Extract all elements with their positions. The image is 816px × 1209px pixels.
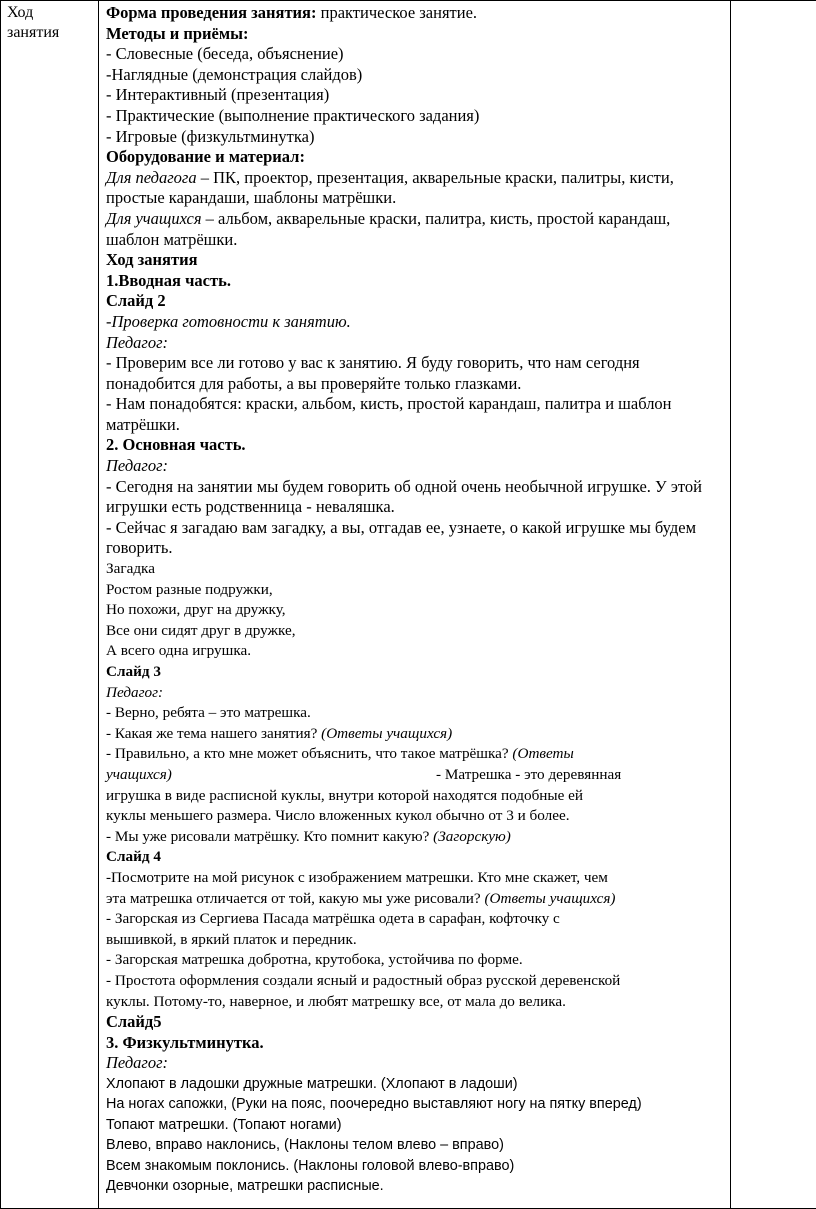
slide3-text: - Матрешка - это деревянная [436,765,621,786]
teacher-label: Педагог: [106,1053,726,1074]
phys-line: Всем знакомым поклонись. (Наклоны головой влево-вправо) [106,1156,726,1177]
answer-note: учащихся) [106,765,436,786]
slide4-line [106,889,726,910]
student-equipment [106,209,726,250]
phys-line: Хлопают в ладошки дружные матрешки. (Хлопают в ладоши) [106,1074,726,1095]
check-readiness: -Проверка готовности к занятию. [106,312,726,333]
methods-heading: Методы и приёмы: [106,24,726,45]
riddle-line: Все они сидят друг в дружке, [106,621,726,642]
form-value: практическое занятие. [316,3,477,22]
teacher-label: Педагог: [106,456,726,477]
student-equipment-label: Для учащихся [106,209,202,228]
phys-line: Топают матрешки. (Топают ногами) [106,1115,726,1136]
paragraph: - Сейчас я загадаю вам загадку, а вы, отгадав ее, узнаете, о какой игрушке мы будем говорить. [106,518,726,559]
paragraph: - Нам понадобятся: краски, альбом, кисть, простой карандаш, палитра и шаблон матрёшки. [106,394,726,435]
answer-note: (Загорскую) [433,828,511,845]
method-item: - Словесные (беседа, объяснение) [106,44,726,65]
form-line [106,3,726,24]
teacher-label: Педагог: [106,683,726,704]
slide-heading: Слайд 2 [106,291,726,312]
answer-note: (Ответы учащихся) [484,890,615,907]
phys-heading: 3. Физкультминутка. [106,1033,726,1054]
slide4-line: - Загорская из Сергиева Пасада матрёшка одета в сарафан, кофточку с [106,909,726,930]
main-heading: 2. Основная часть. [106,435,726,456]
section-label-cell [1,1,99,1209]
teacher-label: Педагог: [106,333,726,354]
slide4-line: вышивкой, в яркий платок и передник. [106,930,726,951]
slide3-text: - Какая же тема нашего занятия? [106,725,321,742]
riddle-line: Ростом разные подружки, [106,580,726,601]
slide4-line: - Простота оформления создали ясный и радостный образ русской деревенской [106,971,726,992]
paragraph: - Сегодня на занятии мы будем говорить об одной очень необычной игрушке. У этой игрушки есть родственница - неваляшка. [106,477,726,518]
slide4-text: эта матрешка отличается от той, какую мы уже рисовали? [106,890,484,907]
slide3-line [106,744,726,765]
method-item: - Игровые (физкультминутка) [106,127,726,148]
teacher-equipment-text: – ПК, проектор, презентация, акварельные краски, палитры, кисти, простые карандаши, шаблоны матрёшки. [106,168,674,208]
table-row [1,1,816,1209]
slide3-text: - Правильно, а кто мне может объяснить, что такое матрёшка? [106,745,512,762]
notes-cell [731,1,816,1209]
riddle-line: Но похожи, друг на дружку, [106,600,726,621]
method-item: -Наглядные (демонстрация слайдов) [106,65,726,86]
slide3-line [106,724,726,745]
answer-note: (Ответы учащихся) [321,725,452,742]
slide3-line: - Верно, ребята – это матрешка. [106,703,726,724]
phys-line: Девчонки озорные, матрешки расписные. [106,1176,726,1197]
teacher-equipment [106,168,726,209]
slide3-line: игрушка в виде расписной куклы, внутри которой находятся подобные ей [106,786,726,807]
slide-heading: Слайд 4 [106,847,726,868]
phys-line: На ногах сапожки, (Руки на пояс, поочередно выставляют ногу на пятку вперед) [106,1094,726,1115]
slide3-line [106,765,726,786]
riddle-line: А всего одна игрушка. [106,641,726,662]
slide3-line [106,827,726,848]
slide4-line: -Посмотрите на мой рисунок с изображением матрешки. Кто мне скажет, чем [106,868,726,889]
riddle-label: Загадка [106,559,726,580]
slide-heading: Слайд5 [106,1012,726,1033]
content-cell [99,1,731,1209]
student-equipment-text: – альбом, акварельные краски, палитра, кисть, простой карандаш, шаблон матрёшки. [106,209,670,249]
slide4-line: куклы. Потому-то, наверное, и любят матрешку все, от мала до велика. [106,992,726,1013]
paragraph: - Проверим все ли готово у вас к занятию. Я буду говорить, что нам сегодня понадобится для работы, а вы проверяйте только глазками. [106,353,726,394]
teacher-equipment-label: Для педагога [106,168,197,187]
equipment-heading: Оборудование и материал: [106,147,726,168]
form-label: Форма проведения занятия: [106,3,316,22]
phys-line: Влево, вправо наклонись, (Наклоны телом влево – вправо) [106,1135,726,1156]
answer-note: (Ответы [512,745,573,762]
method-item: - Интерактивный (презентация) [106,85,726,106]
slide3-text: - Мы уже рисовали матрёшку. Кто помнит какую? [106,828,433,845]
intro-heading: 1.Вводная часть. [106,271,726,292]
slide-heading: Слайд 3 [106,662,726,683]
section-label: Ход занятия [7,3,77,43]
slide3-line: куклы меньшего размера. Число вложенных кукол обычно от 3 и более. [106,806,726,827]
lesson-heading: Ход занятия [106,250,726,271]
slide4-line: - Загорская матрешка добротна, крутобока, устойчива по форме. [106,950,726,971]
method-item: - Практические (выполнение практического задания) [106,106,726,127]
